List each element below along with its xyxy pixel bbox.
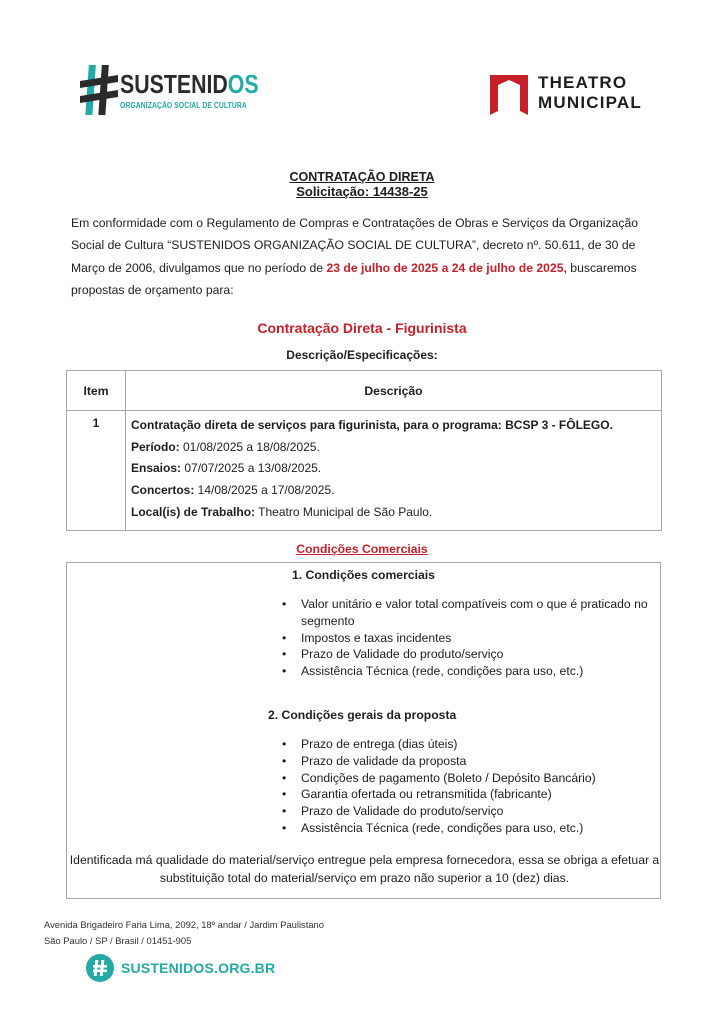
theatro-text: THEATRO <box>538 73 628 92</box>
line-value: 14/08/2025 a 17/08/2025. <box>194 483 335 498</box>
line-label: Período: <box>131 439 180 454</box>
address-line-2: São Paulo / SP / Brasil / 01451-905 <box>44 935 192 946</box>
list-item: • Prazo de Validade do produto/serviço <box>282 646 662 663</box>
spec-table <box>66 370 662 531</box>
concerts-line <box>131 480 656 502</box>
sustenidos-logo <box>80 63 259 119</box>
header-item: Item <box>67 371 126 411</box>
line-label: Concertos: <box>131 483 195 498</box>
theater-arch-icon <box>490 75 528 115</box>
table-row <box>67 411 662 531</box>
line-label: Local(is) de Trabalho: <box>131 504 256 519</box>
wordmark-teal: OS <box>227 69 259 99</box>
list-item: • Prazo de validade da proposta <box>282 753 662 770</box>
section-title: Contratação Direta - Figurinista <box>257 320 467 336</box>
document-title: CONTRATAÇÃO DIRETA <box>289 170 435 184</box>
intro-period-highlight: 23 de julho de 2025 a 24 de julho de 2025, <box>326 260 567 275</box>
quality-note: Identificada má qualidade do material/serviço entregue pela empresa fornecedora, essa se obriga a efetuar a substituição total do material/serviço em prazo não superior a 10 (dez) dias. <box>69 853 660 885</box>
list-item: • Assistência Técnica (rede, condições para uso, etc.) <box>282 820 662 837</box>
list-item: • Assistência Técnica (rede, condições para uso, etc.) <box>282 663 662 680</box>
conditions-box <box>66 562 661 899</box>
intro-paragraph <box>71 212 661 302</box>
municipal-text: MUNICIPAL <box>538 93 642 112</box>
general-conditions-list <box>282 736 662 837</box>
wordmark-dark: SUSTENID <box>120 69 228 99</box>
address-line-1: Avenida Brigadeiro Faria Lima, 2092, 18º andar / Jardim Paulistano <box>44 919 324 930</box>
list-item: • Prazo de Validade do produto/serviço <box>282 803 662 820</box>
commercial-conditions-list <box>282 596 662 680</box>
website-link[interactable]: SUSTENIDOS.ORG.BR <box>121 960 276 976</box>
workplace-line <box>131 502 656 524</box>
list-item: • Garantia ofertada ou retransmitida (fabricante) <box>282 786 662 803</box>
sustenidos-wordmark <box>120 69 259 100</box>
spec-label: Descrição/Especificações: <box>286 348 438 362</box>
intro-text-end: buscaremos propostas de orçamento para: <box>71 260 637 298</box>
general-conditions-heading: 2. Condições gerais da proposta <box>268 708 457 722</box>
theatro-municipal-logo <box>490 73 660 118</box>
table-header-row <box>67 371 662 411</box>
period-line <box>131 437 656 459</box>
header-description: Descrição <box>126 371 662 411</box>
list-item: • Impostos e taxas incidentes <box>282 630 662 647</box>
list-item: • Valor unitário e valor total compatíveis com o que é praticado no segmento <box>282 596 662 630</box>
description-title: Contratação direta de serviços para figurinista, para o programa: BCSP 3 - FÔLEGO. <box>131 418 613 432</box>
item-number: 1 <box>67 411 126 531</box>
hash-circle-icon <box>86 954 114 982</box>
list-item: • Prazo de entrega (dias úteis) <box>282 736 662 753</box>
list-item: • Condições de pagamento (Boleto / Depósito Bancário) <box>282 770 662 787</box>
rehearsals-line <box>131 458 656 480</box>
hash-icon <box>80 63 120 117</box>
sustenidos-tagline: ORGANIZAÇÃO SOCIAL DE CULTURA <box>120 101 247 110</box>
item-description <box>126 411 662 531</box>
line-value: 01/08/2025 a 18/08/2025. <box>179 439 320 454</box>
request-number: Solicitação: 14438-25 <box>296 184 428 199</box>
commercial-conditions-heading: 1. Condições comerciais <box>292 568 435 582</box>
line-label: Ensaios: <box>131 461 182 476</box>
intro-text: Em conformidade com o Regulamento de Compras e Contratações de Obras e Serviços da Organização Social de Cultura “SUSTENIDOS ORGANIZAÇÃO SOCIAL DE CULTURA”, decreto nº. 50.611, de 30 de Março de 2006, divulgamos que no período de <box>71 216 639 275</box>
line-value: Theatro Municipal de São Paulo. <box>255 504 433 519</box>
conditions-title: Condições Comerciais <box>296 542 428 556</box>
line-value: 07/07/2025 a 13/08/2025. <box>181 461 322 476</box>
